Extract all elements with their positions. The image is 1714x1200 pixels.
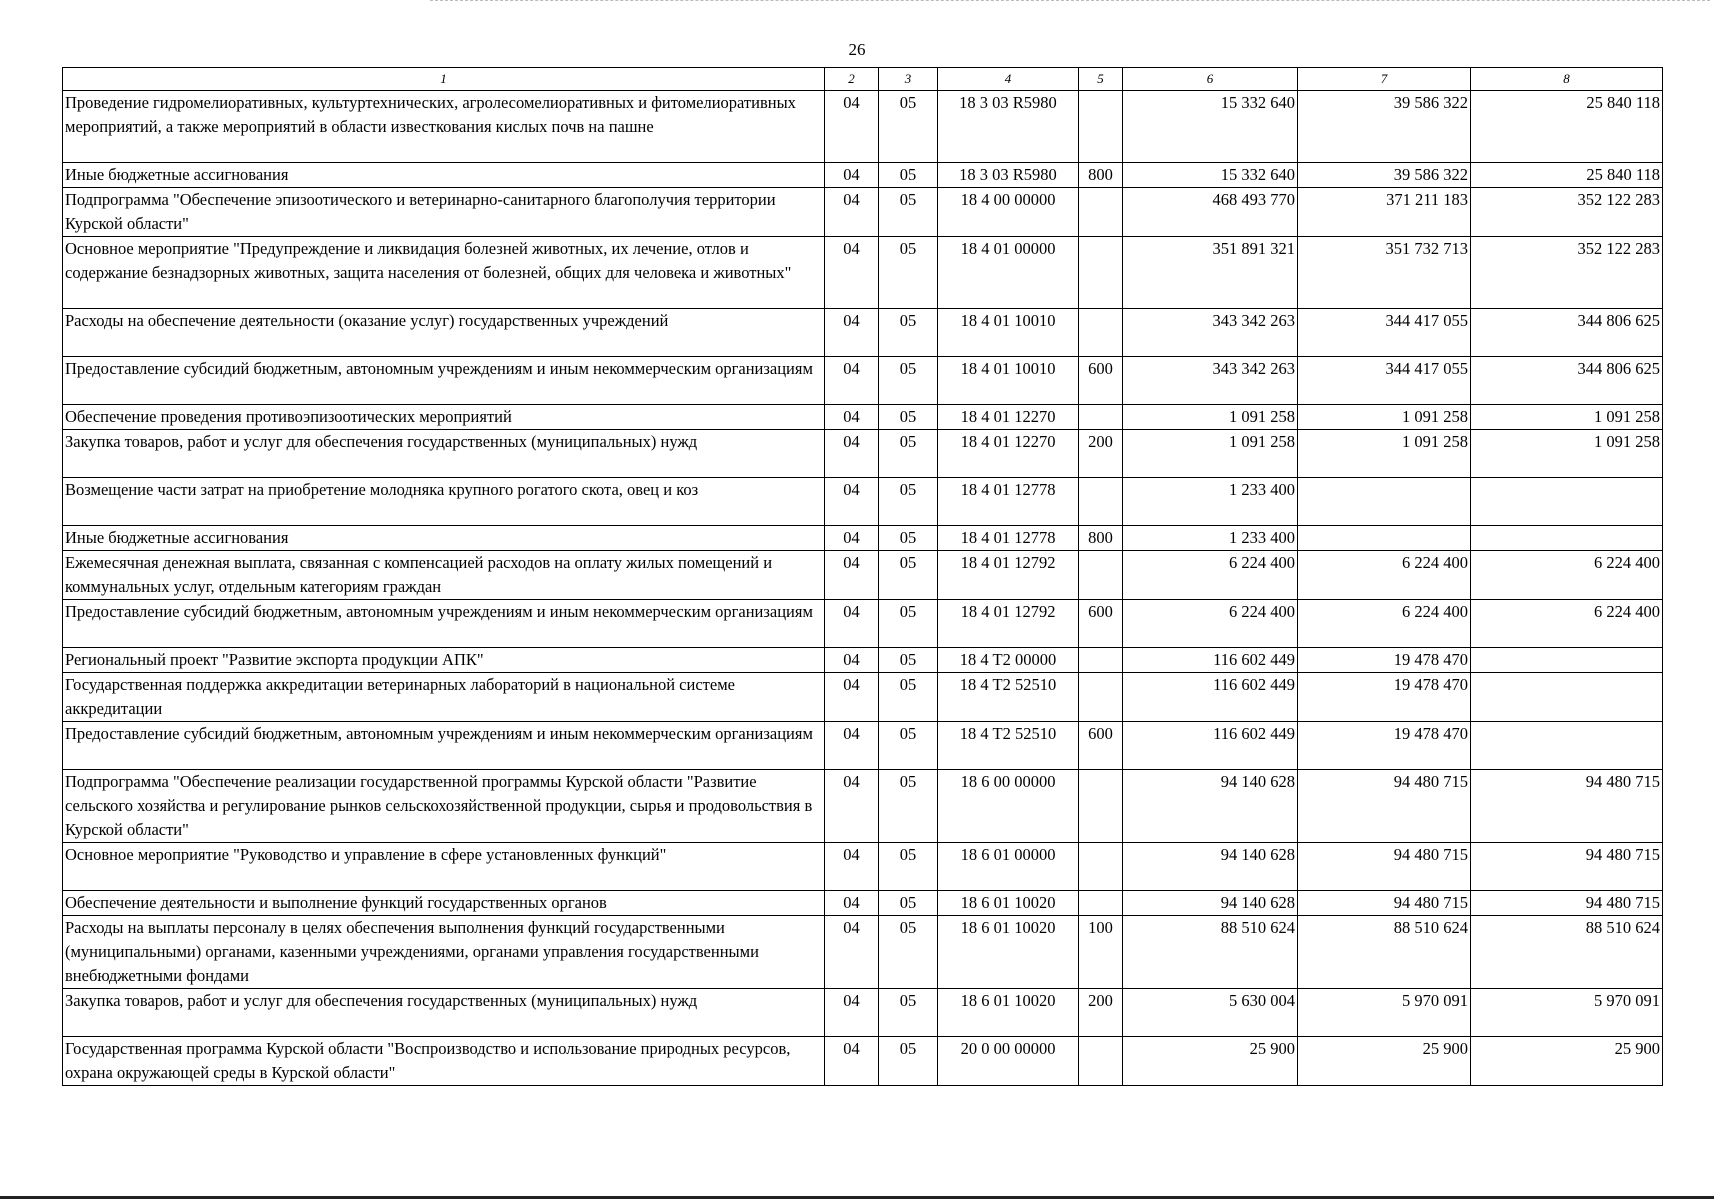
amount-year-1-cell: 6 224 400 bbox=[1123, 551, 1298, 600]
amount-year-3-cell: 1 091 258 bbox=[1471, 405, 1663, 430]
table-row bbox=[63, 891, 1663, 916]
row-name-cell: Предоставление субсидий бюджетным, автономным учреждениям и иным некоммерческим организациям bbox=[63, 357, 825, 405]
amount-year-2-cell: 351 732 713 bbox=[1298, 237, 1471, 309]
column-header-8: 8 bbox=[1471, 68, 1663, 91]
amount-year-3-cell: 94 480 715 bbox=[1471, 843, 1663, 891]
column-header-6: 6 bbox=[1123, 68, 1298, 91]
amount-year-2-cell: 25 900 bbox=[1298, 1037, 1471, 1086]
amount-year-3-cell: 25 900 bbox=[1471, 1037, 1663, 1086]
amount-year-1-cell: 1 091 258 bbox=[1123, 405, 1298, 430]
target-article-code-cell: 18 4 01 12778 bbox=[938, 478, 1079, 526]
amount-year-1-cell: 1 233 400 bbox=[1123, 478, 1298, 526]
target-article-code-cell: 18 4 00 00000 bbox=[938, 188, 1079, 237]
amount-year-2-cell: 94 480 715 bbox=[1298, 843, 1471, 891]
row-name-cell: Основное мероприятие "Руководство и управление в сфере установленных функций" bbox=[63, 843, 825, 891]
row-name-cell: Предоставление субсидий бюджетным, автономным учреждениям и иным некоммерческим организациям bbox=[63, 600, 825, 648]
expense-type-code-cell bbox=[1079, 770, 1123, 843]
subsection-code-cell: 05 bbox=[879, 91, 938, 163]
section-code-cell: 04 bbox=[825, 551, 879, 600]
table-row bbox=[63, 478, 1663, 526]
amount-year-2-cell: 6 224 400 bbox=[1298, 551, 1471, 600]
table-row bbox=[63, 600, 1663, 648]
amount-year-3-cell: 344 806 625 bbox=[1471, 357, 1663, 405]
table-row bbox=[63, 916, 1663, 989]
expense-type-code-cell: 200 bbox=[1079, 430, 1123, 478]
section-code-cell: 04 bbox=[825, 309, 879, 357]
expense-type-code-cell bbox=[1079, 309, 1123, 357]
section-code-cell: 04 bbox=[825, 648, 879, 673]
amount-year-3-cell: 352 122 283 bbox=[1471, 237, 1663, 309]
row-name-cell: Основное мероприятие "Предупреждение и ликвидация болезней животных, их лечение, отлов и содержание безнадзорных животных, защита населения от болезней, общих для человека и животных" bbox=[63, 237, 825, 309]
expense-type-code-cell bbox=[1079, 891, 1123, 916]
expense-type-code-cell bbox=[1079, 91, 1123, 163]
section-code-cell: 04 bbox=[825, 237, 879, 309]
table-row bbox=[63, 309, 1663, 357]
row-name-cell: Расходы на выплаты персоналу в целях обеспечения выполнения функций государственными (муниципальными) органами, казенными учреждениями, органами управления государственными внебюджетными фондами bbox=[63, 916, 825, 989]
amount-year-2-cell bbox=[1298, 526, 1471, 551]
expense-type-code-cell: 800 bbox=[1079, 163, 1123, 188]
amount-year-2-cell: 19 478 470 bbox=[1298, 722, 1471, 770]
table-row bbox=[63, 648, 1663, 673]
subsection-code-cell: 05 bbox=[879, 843, 938, 891]
subsection-code-cell: 05 bbox=[879, 357, 938, 405]
target-article-code-cell: 18 4 01 12792 bbox=[938, 600, 1079, 648]
subsection-code-cell: 05 bbox=[879, 891, 938, 916]
target-article-code-cell: 18 4 01 12270 bbox=[938, 405, 1079, 430]
column-header-4: 4 bbox=[938, 68, 1079, 91]
column-header-3: 3 bbox=[879, 68, 938, 91]
subsection-code-cell: 05 bbox=[879, 309, 938, 357]
subsection-code-cell: 05 bbox=[879, 1037, 938, 1086]
expense-type-code-cell: 200 bbox=[1079, 989, 1123, 1037]
amount-year-1-cell: 116 602 449 bbox=[1123, 722, 1298, 770]
amount-year-3-cell bbox=[1471, 673, 1663, 722]
row-name-cell: Иные бюджетные ассигнования bbox=[63, 163, 825, 188]
amount-year-1-cell: 5 630 004 bbox=[1123, 989, 1298, 1037]
expense-type-code-cell bbox=[1079, 237, 1123, 309]
subsection-code-cell: 05 bbox=[879, 405, 938, 430]
subsection-code-cell: 05 bbox=[879, 770, 938, 843]
section-code-cell: 04 bbox=[825, 770, 879, 843]
amount-year-3-cell: 1 091 258 bbox=[1471, 430, 1663, 478]
section-code-cell: 04 bbox=[825, 163, 879, 188]
row-name-cell: Государственная поддержка аккредитации ветеринарных лабораторий в национальной системе аккредитации bbox=[63, 673, 825, 722]
table-header bbox=[63, 68, 1663, 91]
subsection-code-cell: 05 bbox=[879, 648, 938, 673]
expense-type-code-cell bbox=[1079, 1037, 1123, 1086]
row-name-cell: Возмещение части затрат на приобретение молодняка крупного рогатого скота, овец и коз bbox=[63, 478, 825, 526]
amount-year-2-cell: 344 417 055 bbox=[1298, 357, 1471, 405]
row-name-cell: Закупка товаров, работ и услуг для обеспечения государственных (муниципальных) нужд bbox=[63, 989, 825, 1037]
amount-year-3-cell: 6 224 400 bbox=[1471, 600, 1663, 648]
amount-year-1-cell: 88 510 624 bbox=[1123, 916, 1298, 989]
section-code-cell: 04 bbox=[825, 91, 879, 163]
row-name-cell: Закупка товаров, работ и услуг для обеспечения государственных (муниципальных) нужд bbox=[63, 430, 825, 478]
budget-table bbox=[62, 67, 1663, 1086]
section-code-cell: 04 bbox=[825, 430, 879, 478]
subsection-code-cell: 05 bbox=[879, 526, 938, 551]
expense-type-code-cell bbox=[1079, 478, 1123, 526]
amount-year-3-cell: 88 510 624 bbox=[1471, 916, 1663, 989]
expense-type-code-cell: 600 bbox=[1079, 722, 1123, 770]
amount-year-1-cell: 94 140 628 bbox=[1123, 843, 1298, 891]
row-name-cell: Обеспечение проведения противоэпизоотических мероприятий bbox=[63, 405, 825, 430]
section-code-cell: 04 bbox=[825, 989, 879, 1037]
target-article-code-cell: 18 3 03 R5980 bbox=[938, 163, 1079, 188]
amount-year-1-cell: 116 602 449 bbox=[1123, 673, 1298, 722]
table-row bbox=[63, 430, 1663, 478]
amount-year-1-cell: 15 332 640 bbox=[1123, 91, 1298, 163]
section-code-cell: 04 bbox=[825, 478, 879, 526]
row-name-cell: Подпрограмма "Обеспечение эпизоотического и ветеринарно-санитарного благополучия территории Курской области" bbox=[63, 188, 825, 237]
amount-year-1-cell: 468 493 770 bbox=[1123, 188, 1298, 237]
amount-year-1-cell: 343 342 263 bbox=[1123, 309, 1298, 357]
table-row bbox=[63, 163, 1663, 188]
column-header-1: 1 bbox=[63, 68, 825, 91]
target-article-code-cell: 18 6 01 10020 bbox=[938, 916, 1079, 989]
table-row bbox=[63, 91, 1663, 163]
subsection-code-cell: 05 bbox=[879, 916, 938, 989]
section-code-cell: 04 bbox=[825, 1037, 879, 1086]
section-code-cell: 04 bbox=[825, 600, 879, 648]
table-row bbox=[63, 770, 1663, 843]
column-header-2: 2 bbox=[825, 68, 879, 91]
target-article-code-cell: 18 4 T2 52510 bbox=[938, 722, 1079, 770]
amount-year-3-cell: 94 480 715 bbox=[1471, 891, 1663, 916]
amount-year-3-cell: 94 480 715 bbox=[1471, 770, 1663, 843]
amount-year-3-cell: 6 224 400 bbox=[1471, 551, 1663, 600]
section-code-cell: 04 bbox=[825, 722, 879, 770]
row-name-cell: Предоставление субсидий бюджетным, автономным учреждениям и иным некоммерческим организациям bbox=[63, 722, 825, 770]
table-row bbox=[63, 843, 1663, 891]
amount-year-1-cell: 351 891 321 bbox=[1123, 237, 1298, 309]
subsection-code-cell: 05 bbox=[879, 430, 938, 478]
row-name-cell: Ежемесячная денежная выплата, связанная с компенсацией расходов на оплату жилых помещений и коммунальных услуг, отдельным категориям граждан bbox=[63, 551, 825, 600]
table-row bbox=[63, 551, 1663, 600]
target-article-code-cell: 18 4 01 00000 bbox=[938, 237, 1079, 309]
table-body bbox=[63, 91, 1663, 1086]
subsection-code-cell: 05 bbox=[879, 188, 938, 237]
section-code-cell: 04 bbox=[825, 526, 879, 551]
amount-year-3-cell: 352 122 283 bbox=[1471, 188, 1663, 237]
target-article-code-cell: 18 6 01 10020 bbox=[938, 891, 1079, 916]
table-row bbox=[63, 722, 1663, 770]
amount-year-2-cell: 19 478 470 bbox=[1298, 648, 1471, 673]
row-name-cell: Подпрограмма "Обеспечение реализации государственной программы Курской области "Развитие сельского хозяйства и регулирование рынков сельскохозяйственной продукции, сырья и продовольствия в Курской области" bbox=[63, 770, 825, 843]
table-row bbox=[63, 989, 1663, 1037]
expense-type-code-cell: 600 bbox=[1079, 357, 1123, 405]
amount-year-2-cell: 94 480 715 bbox=[1298, 891, 1471, 916]
amount-year-2-cell: 1 091 258 bbox=[1298, 405, 1471, 430]
row-name-cell: Иные бюджетные ассигнования bbox=[63, 526, 825, 551]
amount-year-1-cell: 1 233 400 bbox=[1123, 526, 1298, 551]
amount-year-2-cell: 1 091 258 bbox=[1298, 430, 1471, 478]
target-article-code-cell: 18 6 01 00000 bbox=[938, 843, 1079, 891]
subsection-code-cell: 05 bbox=[879, 551, 938, 600]
amount-year-3-cell bbox=[1471, 648, 1663, 673]
amount-year-1-cell: 6 224 400 bbox=[1123, 600, 1298, 648]
target-article-code-cell: 18 4 01 12792 bbox=[938, 551, 1079, 600]
table-row bbox=[63, 526, 1663, 551]
target-article-code-cell: 18 4 01 12270 bbox=[938, 430, 1079, 478]
amount-year-3-cell: 25 840 118 bbox=[1471, 163, 1663, 188]
amount-year-3-cell: 5 970 091 bbox=[1471, 989, 1663, 1037]
amount-year-1-cell: 116 602 449 bbox=[1123, 648, 1298, 673]
section-code-cell: 04 bbox=[825, 405, 879, 430]
target-article-code-cell: 18 3 03 R5980 bbox=[938, 91, 1079, 163]
amount-year-1-cell: 25 900 bbox=[1123, 1037, 1298, 1086]
expense-type-code-cell: 100 bbox=[1079, 916, 1123, 989]
header-row bbox=[63, 68, 1663, 91]
table-row bbox=[63, 357, 1663, 405]
amount-year-2-cell: 19 478 470 bbox=[1298, 673, 1471, 722]
section-code-cell: 04 bbox=[825, 891, 879, 916]
subsection-code-cell: 05 bbox=[879, 989, 938, 1037]
section-code-cell: 04 bbox=[825, 843, 879, 891]
scan-edge-bottom bbox=[0, 1196, 1714, 1199]
amount-year-1-cell: 94 140 628 bbox=[1123, 891, 1298, 916]
amount-year-1-cell: 343 342 263 bbox=[1123, 357, 1298, 405]
expense-type-code-cell: 600 bbox=[1079, 600, 1123, 648]
section-code-cell: 04 bbox=[825, 916, 879, 989]
target-article-code-cell: 18 4 01 10010 bbox=[938, 357, 1079, 405]
subsection-code-cell: 05 bbox=[879, 478, 938, 526]
table-row bbox=[63, 188, 1663, 237]
amount-year-1-cell: 15 332 640 bbox=[1123, 163, 1298, 188]
column-header-7: 7 bbox=[1298, 68, 1471, 91]
section-code-cell: 04 bbox=[825, 673, 879, 722]
column-header-5: 5 bbox=[1079, 68, 1123, 91]
amount-year-2-cell: 88 510 624 bbox=[1298, 916, 1471, 989]
subsection-code-cell: 05 bbox=[879, 600, 938, 648]
amount-year-2-cell: 371 211 183 bbox=[1298, 188, 1471, 237]
section-code-cell: 04 bbox=[825, 357, 879, 405]
expense-type-code-cell bbox=[1079, 551, 1123, 600]
amount-year-3-cell: 344 806 625 bbox=[1471, 309, 1663, 357]
amount-year-2-cell: 94 480 715 bbox=[1298, 770, 1471, 843]
scan-edge-top bbox=[430, 0, 1710, 3]
expense-type-code-cell bbox=[1079, 648, 1123, 673]
amount-year-1-cell: 94 140 628 bbox=[1123, 770, 1298, 843]
row-name-cell: Обеспечение деятельности и выполнение функций государственных органов bbox=[63, 891, 825, 916]
target-article-code-cell: 18 4 01 10010 bbox=[938, 309, 1079, 357]
expense-type-code-cell bbox=[1079, 673, 1123, 722]
amount-year-2-cell: 39 586 322 bbox=[1298, 91, 1471, 163]
target-article-code-cell: 20 0 00 00000 bbox=[938, 1037, 1079, 1086]
target-article-code-cell: 18 6 01 10020 bbox=[938, 989, 1079, 1037]
target-article-code-cell: 18 4 T2 00000 bbox=[938, 648, 1079, 673]
subsection-code-cell: 05 bbox=[879, 237, 938, 309]
target-article-code-cell: 18 4 T2 52510 bbox=[938, 673, 1079, 722]
amount-year-3-cell bbox=[1471, 478, 1663, 526]
amount-year-1-cell: 1 091 258 bbox=[1123, 430, 1298, 478]
page-number: 26 bbox=[848, 40, 866, 59]
amount-year-3-cell bbox=[1471, 722, 1663, 770]
amount-year-3-cell bbox=[1471, 526, 1663, 551]
row-name-cell: Проведение гидромелиоративных, культуртехнических, агролесомелиоративных и фитомелиоративных мероприятий, а также мероприятий в области известкования кислых почв на пашне bbox=[63, 91, 825, 163]
row-name-cell: Расходы на обеспечение деятельности (оказание услуг) государственных учреждений bbox=[63, 309, 825, 357]
amount-year-2-cell: 5 970 091 bbox=[1298, 989, 1471, 1037]
row-name-cell: Государственная программа Курской области "Воспроизводство и использование природных ресурсов, охрана окружающей среды в Курской области" bbox=[63, 1037, 825, 1086]
target-article-code-cell: 18 4 01 12778 bbox=[938, 526, 1079, 551]
expense-type-code-cell bbox=[1079, 188, 1123, 237]
amount-year-2-cell: 344 417 055 bbox=[1298, 309, 1471, 357]
section-code-cell: 04 bbox=[825, 188, 879, 237]
expense-type-code-cell bbox=[1079, 843, 1123, 891]
subsection-code-cell: 05 bbox=[879, 673, 938, 722]
table-row bbox=[63, 1037, 1663, 1086]
amount-year-2-cell bbox=[1298, 478, 1471, 526]
subsection-code-cell: 05 bbox=[879, 163, 938, 188]
expense-type-code-cell: 800 bbox=[1079, 526, 1123, 551]
expense-type-code-cell bbox=[1079, 405, 1123, 430]
amount-year-3-cell: 25 840 118 bbox=[1471, 91, 1663, 163]
row-name-cell: Региональный проект "Развитие экспорта продукции АПК" bbox=[63, 648, 825, 673]
table-row bbox=[63, 405, 1663, 430]
amount-year-2-cell: 39 586 322 bbox=[1298, 163, 1471, 188]
table-row bbox=[63, 237, 1663, 309]
subsection-code-cell: 05 bbox=[879, 722, 938, 770]
table-row bbox=[63, 673, 1663, 722]
target-article-code-cell: 18 6 00 00000 bbox=[938, 770, 1079, 843]
amount-year-2-cell: 6 224 400 bbox=[1298, 600, 1471, 648]
